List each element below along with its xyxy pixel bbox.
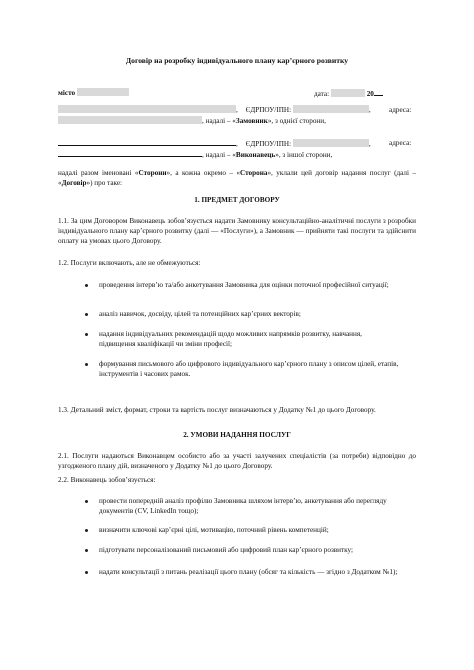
party1-role: Замовник <box>235 117 268 125</box>
clause-2-2: 2.2. Виконавець зобов’язується: <box>58 476 156 484</box>
party2-edrpou-field[interactable] <box>293 139 369 147</box>
bullet-icon <box>85 529 88 532</box>
party2-role: Виконавець <box>235 151 276 159</box>
city-label: місто <box>58 89 76 97</box>
section2-heading: 2. УМОВИ НАДАННЯ ПОСЛУГ <box>183 431 291 439</box>
party2-line2: , надалі – «Виконавець», з іншої сторони, <box>58 149 418 160</box>
party2-address-label: адреса: <box>389 139 412 147</box>
s1-bullet-4: формування письмового або цифрового індивідуального кар’єрного плану з описом цілей, етапів, інструментів і часових рамок. <box>99 360 399 379</box>
party1-edrpou-label: ЄДРПОУ/ІПН: <box>245 106 292 114</box>
s1-bullet-3: надання індивідуальних рекомендацій щодо можливих напрямків розвитку, навчання, підвищення кваліфікації чи зміни професії; <box>99 330 362 349</box>
s2-bullet-1: провести попередній аналіз профілю Замовника шляхом інтерв’ю, анкетування або перегляду документів (CV, LinkedIn тощо); <box>99 497 387 516</box>
party2-address-field[interactable] <box>58 149 202 157</box>
party1-line1: , ЄДРПОУ/ІПН: , <box>58 105 418 115</box>
city-field[interactable] <box>77 88 129 96</box>
clause-1-1: 1.1. За цим Договором Виконавець зобов’язується надати Замовнику консультаційно-аналітичні послуги з розробки індивідуального плану кар’єрного розвитку (далі — «Послуги»), а Замовник — прийняти такі послуги та здійснити оплату на умовах цього Договору. <box>58 217 416 246</box>
bullet-icon <box>85 571 88 574</box>
bullet-icon <box>85 549 88 552</box>
date-block: дата: 20 <box>314 88 424 99</box>
s1-bullet-2: аналіз навичок, досвіду, цілей та потенційних кар’єрних векторів; <box>99 310 301 318</box>
date-field[interactable] <box>331 89 365 97</box>
bullet-icon <box>85 333 88 336</box>
s2-bullet-3: підготувати персоналізований письмовий або цифровий план кар’єрного розвитку; <box>99 546 354 554</box>
date-label: дата <box>314 90 328 98</box>
bullet-icon <box>85 500 88 503</box>
bullet-icon <box>85 313 88 316</box>
party1-edrpou-field[interactable] <box>293 105 369 113</box>
clause-2-1: 2.1. Послуги надаються Виконавцем особисто або за участі залучених спеціалістів (за потреби) відповідно до узгодженого плану дій, визначеного у Додатку №1 до цього Договору. <box>58 452 416 471</box>
date-year: 20 <box>366 90 374 98</box>
document-title: Договір на розробку індивідуального плану кар’єрного розвитку <box>125 56 349 65</box>
party2-edrpou-label: ЄДРПОУ/ІПН: <box>245 140 292 148</box>
party1-name-field[interactable] <box>58 105 236 113</box>
party1-line2: , надалі – «Замовник», з однієї сторони, <box>58 116 418 126</box>
party1-address-field[interactable] <box>58 116 202 124</box>
year-field[interactable] <box>374 88 383 96</box>
section1-heading: 1. ПРЕДМЕТ ДОГОВОРУ <box>194 196 280 204</box>
party1-address-label: адреса: <box>389 106 412 114</box>
clause-1-2: 1.2. Послуги включають, але не обмежуються: <box>58 259 201 267</box>
intro-paragraph: надалі разом іменовані «Сторони», а кожна окремо – «Сторона», уклали цей договір надання послуг (далі – «Договір») про таке: <box>58 169 416 188</box>
bullet-icon <box>85 284 88 287</box>
bullet-icon <box>85 363 88 366</box>
s1-bullet-1: проведення інтерв’ю та/або анкетування Замовника для оцінки поточної професійної ситуації; <box>99 281 389 289</box>
party2-line1: , ЄДРПОУ/ІПН: , <box>58 138 418 149</box>
s2-bullet-4: надати консультації з питань реалізації цього плану (обсяг та кількість — згідно з Додатком №1); <box>99 568 398 576</box>
clause-1-3: 1.3. Детальний зміст, формат, строки та вартість послуг визначаються у Додатку №1 до цього Договору. <box>58 406 376 414</box>
s2-bullet-2: визначити ключові кар’єрні цілі, мотивацію, поточний рівень компетенцій; <box>99 526 329 534</box>
party2-name-field[interactable] <box>58 138 236 146</box>
